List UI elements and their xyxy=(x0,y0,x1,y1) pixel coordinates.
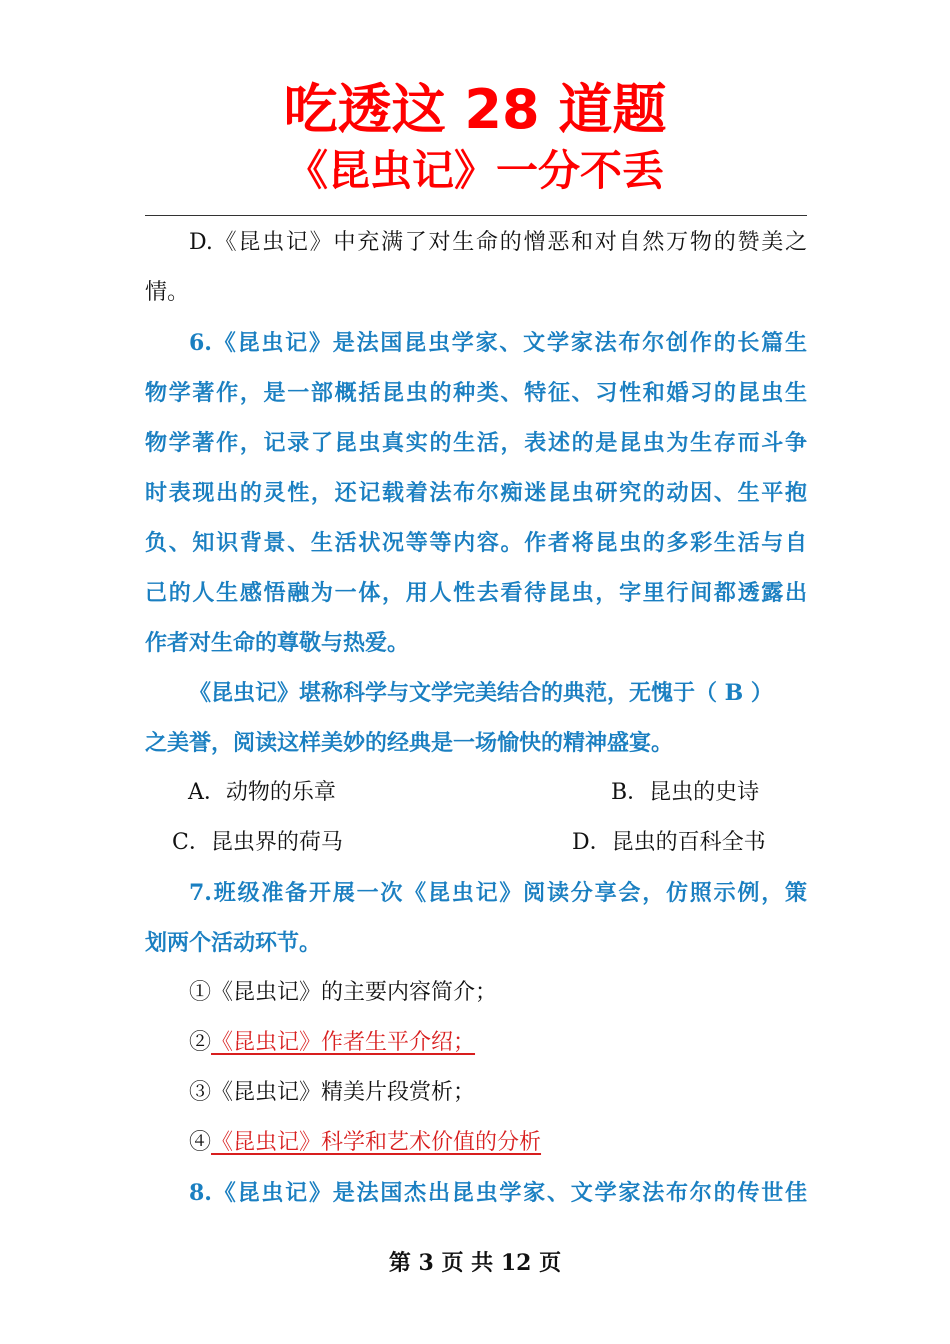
q7-item-number: ① xyxy=(189,980,212,1005)
q6-passage-line: 物学著作，是一部概括昆虫的种类、特征、习性和婚习的昆虫生 xyxy=(145,380,807,406)
page-title: 吃透这 28 道题 xyxy=(283,78,667,141)
page-number-footer: 第 3 页 共 12 页 xyxy=(388,1250,562,1276)
q6-option-c: C．昆虫界的荷马 xyxy=(172,830,343,855)
q7-item-2 xyxy=(145,1028,807,1058)
q7-line2: 划两个活动环节。 xyxy=(145,930,322,956)
q6-question-line2: 之美誉，阅读这样美妙的经典是一场愉快的精神盛宴。 xyxy=(145,730,674,756)
q6-passage-line: 时表现出的灵性，还记载着法布尔痴迷昆虫研究的动因、生平抱 xyxy=(145,480,807,506)
q7-answer-text: 《昆虫记》作者生平介绍； xyxy=(211,1030,476,1055)
q7-line1: 7.班级准备开展一次《昆虫记》阅读分享会，仿照示例，策 xyxy=(189,880,807,906)
q7-item-number: ④ xyxy=(189,1130,212,1155)
q7-item-1 xyxy=(145,978,807,1008)
q7-item-text: 《昆虫记》的主要内容简介； xyxy=(211,980,498,1005)
q7-answer-text: 《昆虫记》科学和艺术价值的分析 xyxy=(211,1130,542,1155)
q7-item-number: ② xyxy=(189,1030,212,1055)
q6-option-b: B．昆虫的史诗 xyxy=(611,780,760,805)
q6-passage-line: 负、知识背景、生活状况等等内容。作者将昆虫的多彩生活与自 xyxy=(145,530,807,556)
q6-passage-line: 6.《昆虫记》是法国昆虫学家、文学家法布尔创作的长篇生 xyxy=(189,330,807,356)
page-subtitle: 《昆虫记》一分不丢 xyxy=(285,146,664,195)
q6-passage-line: 物学著作，记录了昆虫真实的生活，表述的是昆虫为生存而斗争 xyxy=(145,430,807,456)
q6-question-line1: 《昆虫记》堪称科学与文学完美结合的典范，无愧于（ B ） xyxy=(189,680,773,706)
q5-option-d-line2: 情。 xyxy=(145,280,190,305)
q6-option-d: D．昆虫的百科全书 xyxy=(572,830,766,855)
q7-item-4 xyxy=(145,1128,807,1158)
q7-item-number: ③ xyxy=(189,1080,212,1105)
q5-option-d-line1: D.《昆虫记》中充满了对生命的憎恶和对自然万物的赞美之 xyxy=(189,230,807,255)
q7-item-text: 《昆虫记》精美片段赏析； xyxy=(211,1080,476,1105)
q6-passage-line: 作者对生命的尊敬与热爱。 xyxy=(145,630,410,656)
q8-line1: 8.《昆虫记》是法国杰出昆虫学家、文学家法布尔的传世佳 xyxy=(189,1180,807,1206)
q6-passage-line: 己的人生感悟融为一体，用人性去看待昆虫，字里行间都透露出 xyxy=(145,580,807,606)
q6-option-a: A．动物的乐章 xyxy=(188,780,336,805)
q7-item-3 xyxy=(145,1078,807,1108)
header-divider xyxy=(145,215,807,216)
